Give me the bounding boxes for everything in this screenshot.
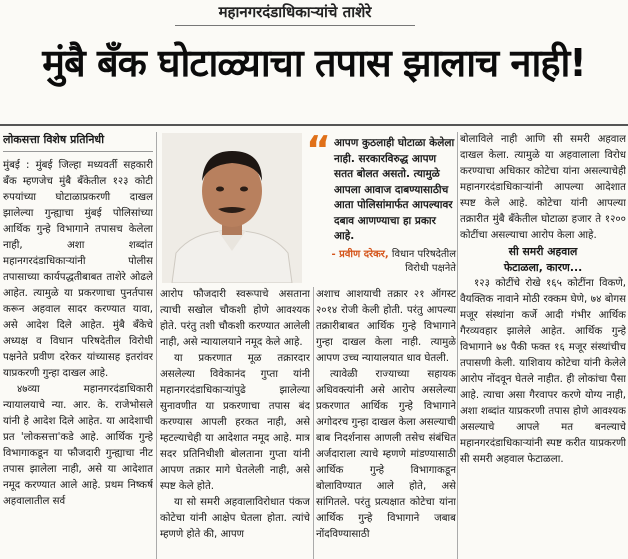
article-column-4: [460, 132, 626, 559]
paragraph: या सो समरी अहवालाविरोधात पंकज कोटेचा यांनी आक्षेप घेतला होता. त्यांचे म्हणणे होते की, आपण: [160, 497, 310, 540]
paragraph: ४७व्या महानगरदंडाधिकारी न्यायालयाचे न्या. आर. के. राजेभोसले यांनी हे आदेश दिले आहेत. या आदेशाची प्रत 'लोकसत्ता'कडे आहे. आर्थिक गुन्हे विभागाकडून या फौजदारी गुन्ह्याचा नीट तपास झालेला नाही, असे या आदेशात नमूद करण्यात आले आहे. प्रथम निष्कर्ष अहवालातील सर्व: [3, 384, 153, 507]
paragraph: त्यावेळी राज्याच्या सहायक अधिवक्त्यांनी असे आरोप असलेल्या प्रकरणात आर्थिक गुन्हे विभागाने अगोदरच गुन्हा दाखल केला असल्याची बाब निदर्शनास आणली तसेच संबंधित अर्जदाराला त्याचे म्हणणे मांडण्यासाठी आर्थिक गुन्हे विभागाकडून बोलाविण्यात आले होते, असे सांगितले. परंतु प्रत्यक्षात कोटेचा यांना आर्थिक गुन्हे विभागाने जबाब नोंदविण्यासाठी: [316, 369, 456, 540]
paragraph: अशाच आशयाची तक्रार २१ ऑगस्ट २०१४ रोजी केली होती. परंतु आपल्या तक्रारीबाबत आर्थिक गुन्हे विभागाने गुन्हा दाखल केला नाही. त्यामुळे आपण उच्च न्यायालयात धाव घेतली.: [316, 289, 456, 364]
headline: मुंबै बँक घोटाळ्याचा तपास झालाच नाही!: [42, 41, 586, 85]
person-portrait-icon: [162, 133, 302, 283]
paragraph: १२३ कोटींचे रोखे १६५ कोटींना विकणे, वैयक्तिक नावाने मोठी रक्कम घेणे, ७४ बोगस मजूर संस्थांना कर्जे आदी गंभीर आर्थिक गैरव्यवहार झालेले आहेत. आर्थिक गुन्हे विभागाने ७४ पैकी फक्त १६ मजूर संस्थांचीच तपासणी केली. याशिवाय कोटेचा यांनी केलेले आरोप नोंदवून घेतले नाहीत. ही लोकांचा पैसा आहे. त्याचा असा गैरवापर करणे योग्य नाही, अशा शब्दांत याप्रकरणी तपास होणे आवश्यक असल्याचे आपले मत बनल्याचे महानगरदंडाधिकाऱ्यांनी स्पष्ट करीत याप्रकरणी सी समरी अहवाल फेटाळला.: [460, 278, 626, 465]
column-divider: [457, 132, 458, 559]
quote-mark-icon: “: [306, 128, 331, 172]
quote-attribution: [306, 248, 456, 276]
article-column-1: [3, 132, 153, 559]
quote-role: विधान परिषदेतील विरोधी पक्षनेते: [391, 248, 456, 274]
paragraph: या प्रकरणात मूळ तक्रारदार असलेल्या विवेकानंद गुप्ता यांनी महानगरदंडाधिकाऱ्यांपुढे झालेल्या सुनावणीत या प्रकरणाचा तपास बंद करण्यास आपली हरकत नाही, असे म्हटल्याचेही या आदेशात नमूद आहे. मात्र सदर प्रतिनिधीशी बोलताना गुप्ता यांनी आपण तक्रार मागे घेतलेली नाही, असे स्पष्ट केले होते.: [160, 353, 310, 492]
subheading-line: सी समरी अहवाल: [508, 245, 578, 258]
kicker: महानगरदंडाधिकाऱ्यांचे ताशेरे: [218, 3, 372, 21]
pull-quote: [306, 128, 456, 276]
subheading: [460, 244, 626, 276]
column-divider: [156, 132, 157, 559]
quote-name: - प्रवीण दरेकर,: [331, 248, 389, 260]
kicker-underline: [175, 25, 415, 26]
paragraph: मुंबई : मुंबई जिल्हा मध्यवर्ती सहकारी बँक म्हणजेच मुंबै बँकेतील १२३ कोटी रुपयांच्या घोटाळाप्रकरणी दाखल झालेल्या गुन्ह्याचा मुंबई पोलिसांच्या आर्थिक गुन्हे विभागाने तपासच केलेला नाही, अशा शब्दांत महानगरदंडाधिकाऱ्यांनी पोलीस तपासाच्या कार्यपद्धतीबाबत ताशेरे ओढले आहेत. त्यामुळे या प्रकरणाचा पुनर्तपास करून अहवाल सादर करण्यात यावा, असे आदेश दिले आहेत. मुंबै बँकेचे अध्यक्ष व विधान परिषदेतील विरोधी पक्षनेते प्रवीण दरेकर यांच्यासह इतरांवर याप्रकरणी गुन्हा दाखल आहे.: [3, 160, 153, 379]
headline-rule: [0, 124, 628, 126]
article-column-3: [316, 287, 456, 559]
paragraph: बोलाविले नाही आणि सी समरी अहवाल दाखल केला. त्यामुळे या अहवालाला विरोध करण्याचा अधिकार कोटेचा यांना असल्याचेही महानगरदंडाधिकाऱ्यांनी आपल्या आदेशात स्पष्ट केले आहे. कोटेचा यांनी आपल्या तक्रारीत मुंबै बँकेतील घोटाळा हजार ते १२०० कोटींचा असल्याचा आरोप केला आहे.: [460, 134, 626, 241]
column-divider: [313, 287, 314, 559]
paragraph: आरोप फौजदारी स्वरूपाचे असताना त्याची सखोल चौकशी होणे आवश्यक होते. परंतु तशी चौकशी करण्यात आलेली नाही, असे न्यायालयाने नमूद केले आहे.: [160, 289, 310, 348]
article-column-2: [160, 287, 310, 559]
subheading-line: फेटाळला, कारण...: [503, 261, 583, 274]
quote-text: आपण कुठलाही घोटाळा केलेला नाही. सरकारविरुद्ध आपण सतत बोलत असतो. त्यामुळे आपला आवाज दाबण्यासाठीच आता पोलिसांमार्फत आपल्यावर दबाव आणण्याचा हा प्रकार आहे.: [334, 137, 455, 242]
portrait-photo: [162, 133, 302, 283]
byline: लोकसत्ता विशेष प्रतिनिधी: [3, 132, 153, 152]
